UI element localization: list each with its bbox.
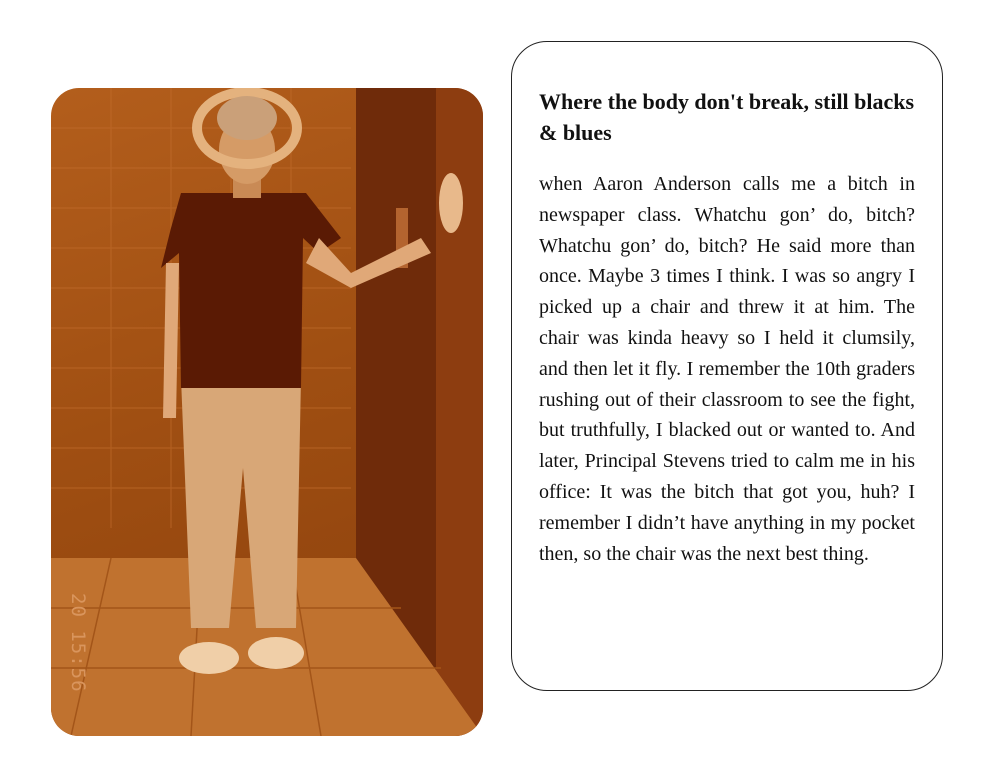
card-body: when Aaron Anderson calls me a bitch in newspaper class. Whatchu gon’ do, bitch? Whatchu gon’ do, bitch? He said more than once. Maybe 3 times I think. I was so angry I picked up a chair and threw it at him. The chair was kinda heavy so I held it clumsily, and then let it fly. I remember the 10th graders rushing out of their classroom to see the fight, but truthfully, I blacked out or wanted to. And later, Principal Stevens tried to calm me in his office: It was the bitch that got you, huh? I remember I didn’t have anything in my pocket then, so the chair was the next best thing. xyxy=(539,173,915,565)
photo-illustration xyxy=(51,88,483,736)
hallway-photo xyxy=(51,88,483,736)
card-title: Where the body don't break, still blacks & blues xyxy=(539,89,915,145)
photo-timestamp: 20 15:56 xyxy=(67,593,89,693)
text-card xyxy=(511,41,943,691)
